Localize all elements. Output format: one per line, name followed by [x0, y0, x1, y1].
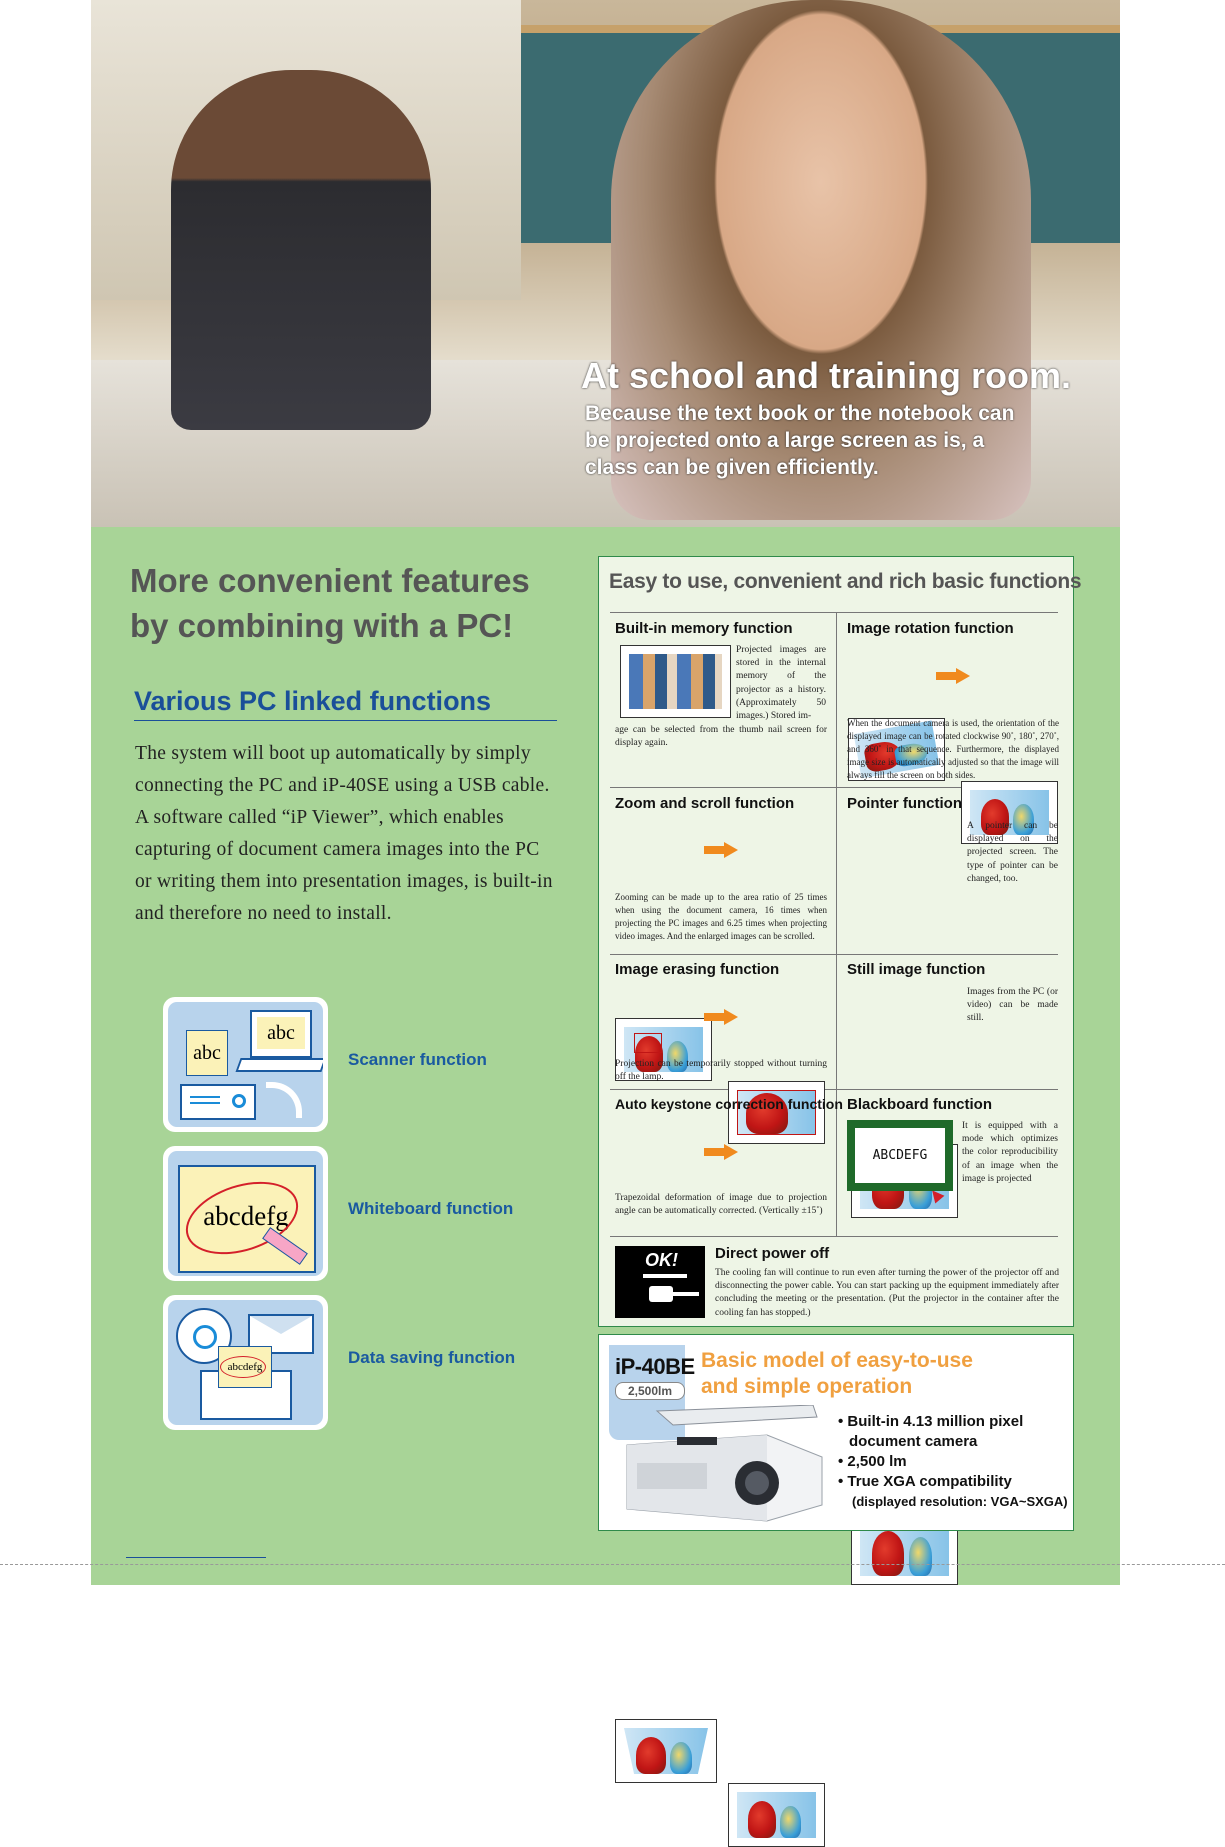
page-cut-line — [0, 1564, 1225, 1565]
arrow-icon — [704, 1144, 738, 1160]
whiteboard-text: abcdefg — [203, 1201, 289, 1231]
main-headline-line2: by combining with a PC! — [130, 607, 514, 644]
main-headline — [130, 558, 530, 648]
model-name: iP-40BE — [615, 1354, 695, 1379]
zoom-result-image — [728, 1081, 825, 1144]
blackboard-text: ABCDEFG — [855, 1128, 945, 1183]
laptop-screen: abc — [250, 1010, 312, 1058]
main-headline-line1: More convenient features — [130, 562, 530, 599]
red-mark — [220, 1356, 266, 1378]
arrow-icon — [704, 842, 738, 858]
erasing-title: Image erasing function — [615, 961, 780, 978]
document-sheet: abc — [186, 1030, 228, 1076]
section-title: Various PC linked functions — [134, 686, 492, 716]
keystone-source-image — [615, 1719, 717, 1783]
arrow-icon — [936, 668, 970, 684]
bullet: (displayed resolution: VGA~SXGA) — [852, 1494, 1068, 1509]
bullet: • True XGA compatibility — [838, 1473, 1012, 1490]
blackboard-text-desc: It is equipped with a mode which optimizes the color reproducibility of an image when the image is projected — [962, 1121, 1058, 1184]
model-headline — [701, 1348, 973, 1400]
blackboard-title: Blackboard function — [847, 1096, 993, 1113]
rotation-text: When the document camera is used, the orientation of the displayed image can be rotated clockwise 90˚, 180˚, 270˚, and 360˚ in that sequence. Furthermore, the displayed image size is automatically adjusted so that the image will always fill the screen on both sides. — [847, 718, 1059, 780]
model-lumens-badge: 2,500lm — [615, 1382, 685, 1400]
model-bullets — [838, 1412, 1068, 1512]
power-text: The cooling fan will continue to run even after turning the power of the projector off and disconnecting the power cable. You can start packing up the equipment immediately after concluding the meeting or the presentation. (Put the projector in the container after the cooling fan has stopped.) — [715, 1268, 1059, 1318]
divider — [610, 612, 1058, 613]
teacher-figure — [171, 70, 431, 430]
model-headline-line2: and simple operation — [701, 1375, 913, 1398]
erasing-text: Projection can be temporarily stopped without turning off the lamp. — [615, 1059, 827, 1083]
memory-text: Projected images are stored in the internal memory of the projector as a history. (Approximately 50 images.) Stored im- — [736, 645, 826, 722]
still-title: Still image function — [847, 961, 986, 978]
projector-image — [617, 1405, 827, 1523]
scanner-icon — [163, 997, 328, 1132]
panel-title: Easy to use, convenient and rich basic functions — [609, 570, 1082, 593]
footer-rule — [126, 1557, 266, 1558]
zoom-text: Zooming can be made up to the area ratio of 25 times when using the document camera, 16 times when projecting the PC images and 6.25 times when projecting video images. And the enlarged images can be scrolled. — [615, 892, 827, 941]
section-body: The system will boot up automatically by simply connecting the PC and iP-40SE using a USB cable. A software called “iP Viewer”, which enables capturing of document camera images into the PC or writing them into presentation images, is built-in and therefore no need to install. — [135, 743, 553, 924]
hero-subtitle: Because the text book or the notebook can be projected onto a large screen as is, a class can be given efficiently. — [585, 402, 1015, 479]
projector-shape — [180, 1084, 256, 1120]
divider — [610, 1236, 1058, 1237]
power-off-icon: OK! — [615, 1246, 705, 1318]
laptop-base — [235, 1058, 323, 1072]
whiteboard-label: Whiteboard function — [348, 1199, 514, 1218]
column-divider — [836, 612, 837, 1236]
zoom-title: Zoom and scroll function — [615, 795, 795, 812]
memory-text-continued: age can be selected from the thumb nail screen for display again. — [615, 725, 827, 749]
pointer-text: A pointer can be displayed on the projected screen. The type of pointer can be changed, too. — [967, 821, 1058, 884]
data-saving-icon — [163, 1295, 328, 1430]
saved-sheet: abcdefg — [218, 1346, 272, 1388]
thumbnail-grid-image — [620, 645, 731, 718]
keystone-title: Auto keystone correction function — [615, 1096, 843, 1112]
data-saving-label: Data saving function — [348, 1348, 516, 1367]
power-title: Direct power off — [715, 1245, 830, 1262]
bullet: • 2,500 lm — [838, 1453, 907, 1470]
bullet: • Built-in 4.13 million pixel — [838, 1413, 1024, 1430]
divider — [610, 954, 1058, 955]
whiteboard-icon — [163, 1146, 328, 1281]
keystone-result-image — [728, 1783, 825, 1847]
still-text: Images from the PC (or video) can be made still. — [967, 987, 1058, 1024]
scanner-label: Scanner function — [348, 1050, 487, 1069]
bullet: document camera — [849, 1433, 978, 1450]
rotation-title: Image rotation function — [847, 620, 1014, 637]
divider — [610, 1089, 1058, 1090]
hero-title: At school and training room. — [581, 355, 1072, 396]
model-headline-line1: Basic model of easy-to-use — [701, 1349, 973, 1372]
section-divider — [134, 720, 557, 721]
memory-title: Built-in memory function — [615, 620, 793, 637]
arrow-icon — [704, 1009, 738, 1025]
pointer-title: Pointer function — [847, 795, 962, 812]
keystone-text: Trapezoidal deformation of image due to projection angle can be automatically corrected. (Vertically ±15˚) — [615, 1193, 827, 1217]
arrow-icon — [266, 1082, 302, 1118]
blackboard-image — [847, 1120, 953, 1191]
